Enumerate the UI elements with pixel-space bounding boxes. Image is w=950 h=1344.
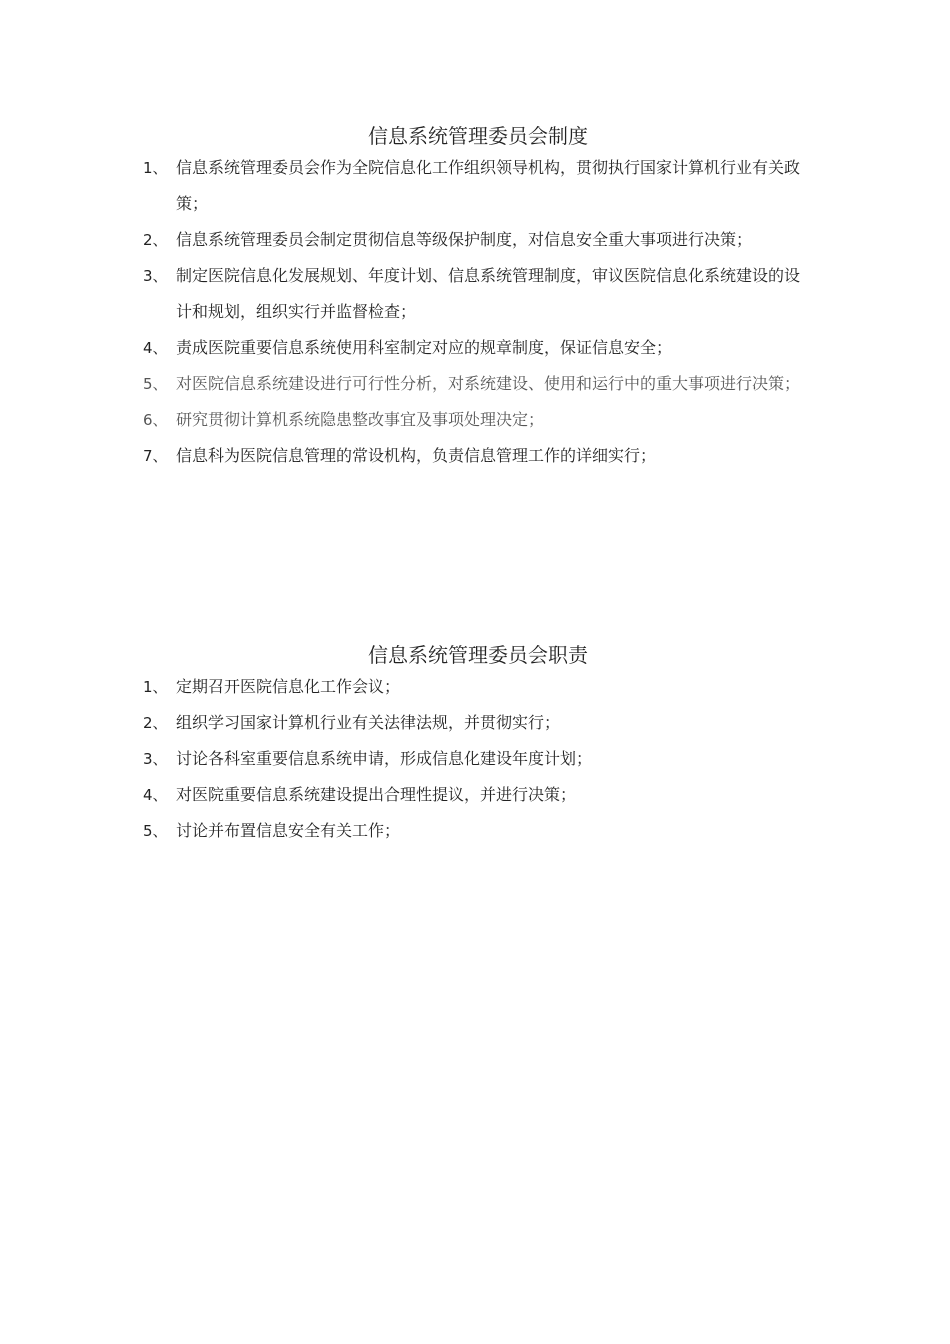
item-number: 7、 (143, 447, 168, 465)
duties-list (143, 669, 813, 849)
item-text: 讨论并布置信息安全有关工作； (176, 821, 401, 840)
item-number: 5、 (143, 822, 168, 840)
item-number: 5、 (143, 375, 168, 393)
list-item (143, 813, 813, 849)
item-text: 对医院信息系统建设进行可行性分析，对系统建设、使用和运行中的重大事项进行决策； (176, 374, 801, 393)
list-item (143, 777, 813, 813)
list-item (143, 741, 813, 777)
section-title: 信息系统管理委员会制度 (368, 124, 588, 148)
item-number: 6、 (143, 411, 168, 429)
section-duties (143, 641, 813, 849)
list-item (143, 366, 813, 402)
list-item (143, 669, 813, 705)
item-text: 信息科为医院信息管理的常设机构，负责信息管理工作的详细实行； (176, 446, 657, 465)
item-number: 2、 (143, 231, 168, 249)
list-item (143, 150, 813, 222)
list-item (143, 258, 813, 330)
item-number: 3、 (143, 267, 168, 285)
item-text: 研究贯彻计算机系统隐患整改事宜及事项处理决定； (176, 410, 545, 429)
list-item (143, 402, 813, 438)
item-number: 2、 (143, 714, 168, 732)
policy-list (143, 150, 813, 474)
section-policy (143, 122, 813, 474)
item-text: 对医院重要信息系统建设提出合理性提议，并进行决策； (176, 785, 577, 804)
section-title: 信息系统管理委员会职责 (368, 643, 588, 667)
list-item (143, 705, 813, 741)
list-item (143, 438, 813, 474)
item-text: 信息系统管理委员会制定贯彻信息等级保护制度，对信息安全重大事项进行决策； (176, 230, 753, 249)
item-number: 1、 (143, 678, 168, 696)
list-item (143, 330, 813, 366)
item-number: 3、 (143, 750, 168, 768)
item-text: 讨论各科室重要信息系统申请，形成信息化建设年度计划； (176, 749, 593, 768)
item-text: 组织学习国家计算机行业有关法律法规，并贯彻实行； (176, 713, 561, 732)
list-item (143, 222, 813, 258)
item-text: 制定医院信息化发展规划、年度计划、信息系统管理制度，审议医院信息化系统建设的设计和规划，组织实行并监督检查； (176, 266, 801, 321)
item-text: 定期召开医院信息化工作会议； (176, 677, 401, 696)
item-number: 4、 (143, 786, 168, 804)
item-text: 信息系统管理委员会作为全院信息化工作组织领导机构，贯彻执行国家计算机行业有关政策； (176, 158, 801, 213)
item-number: 4、 (143, 339, 168, 357)
item-text: 责成医院重要信息系统使用科室制定对应的规章制度，保证信息安全； (176, 338, 673, 357)
item-number: 1、 (143, 159, 168, 177)
